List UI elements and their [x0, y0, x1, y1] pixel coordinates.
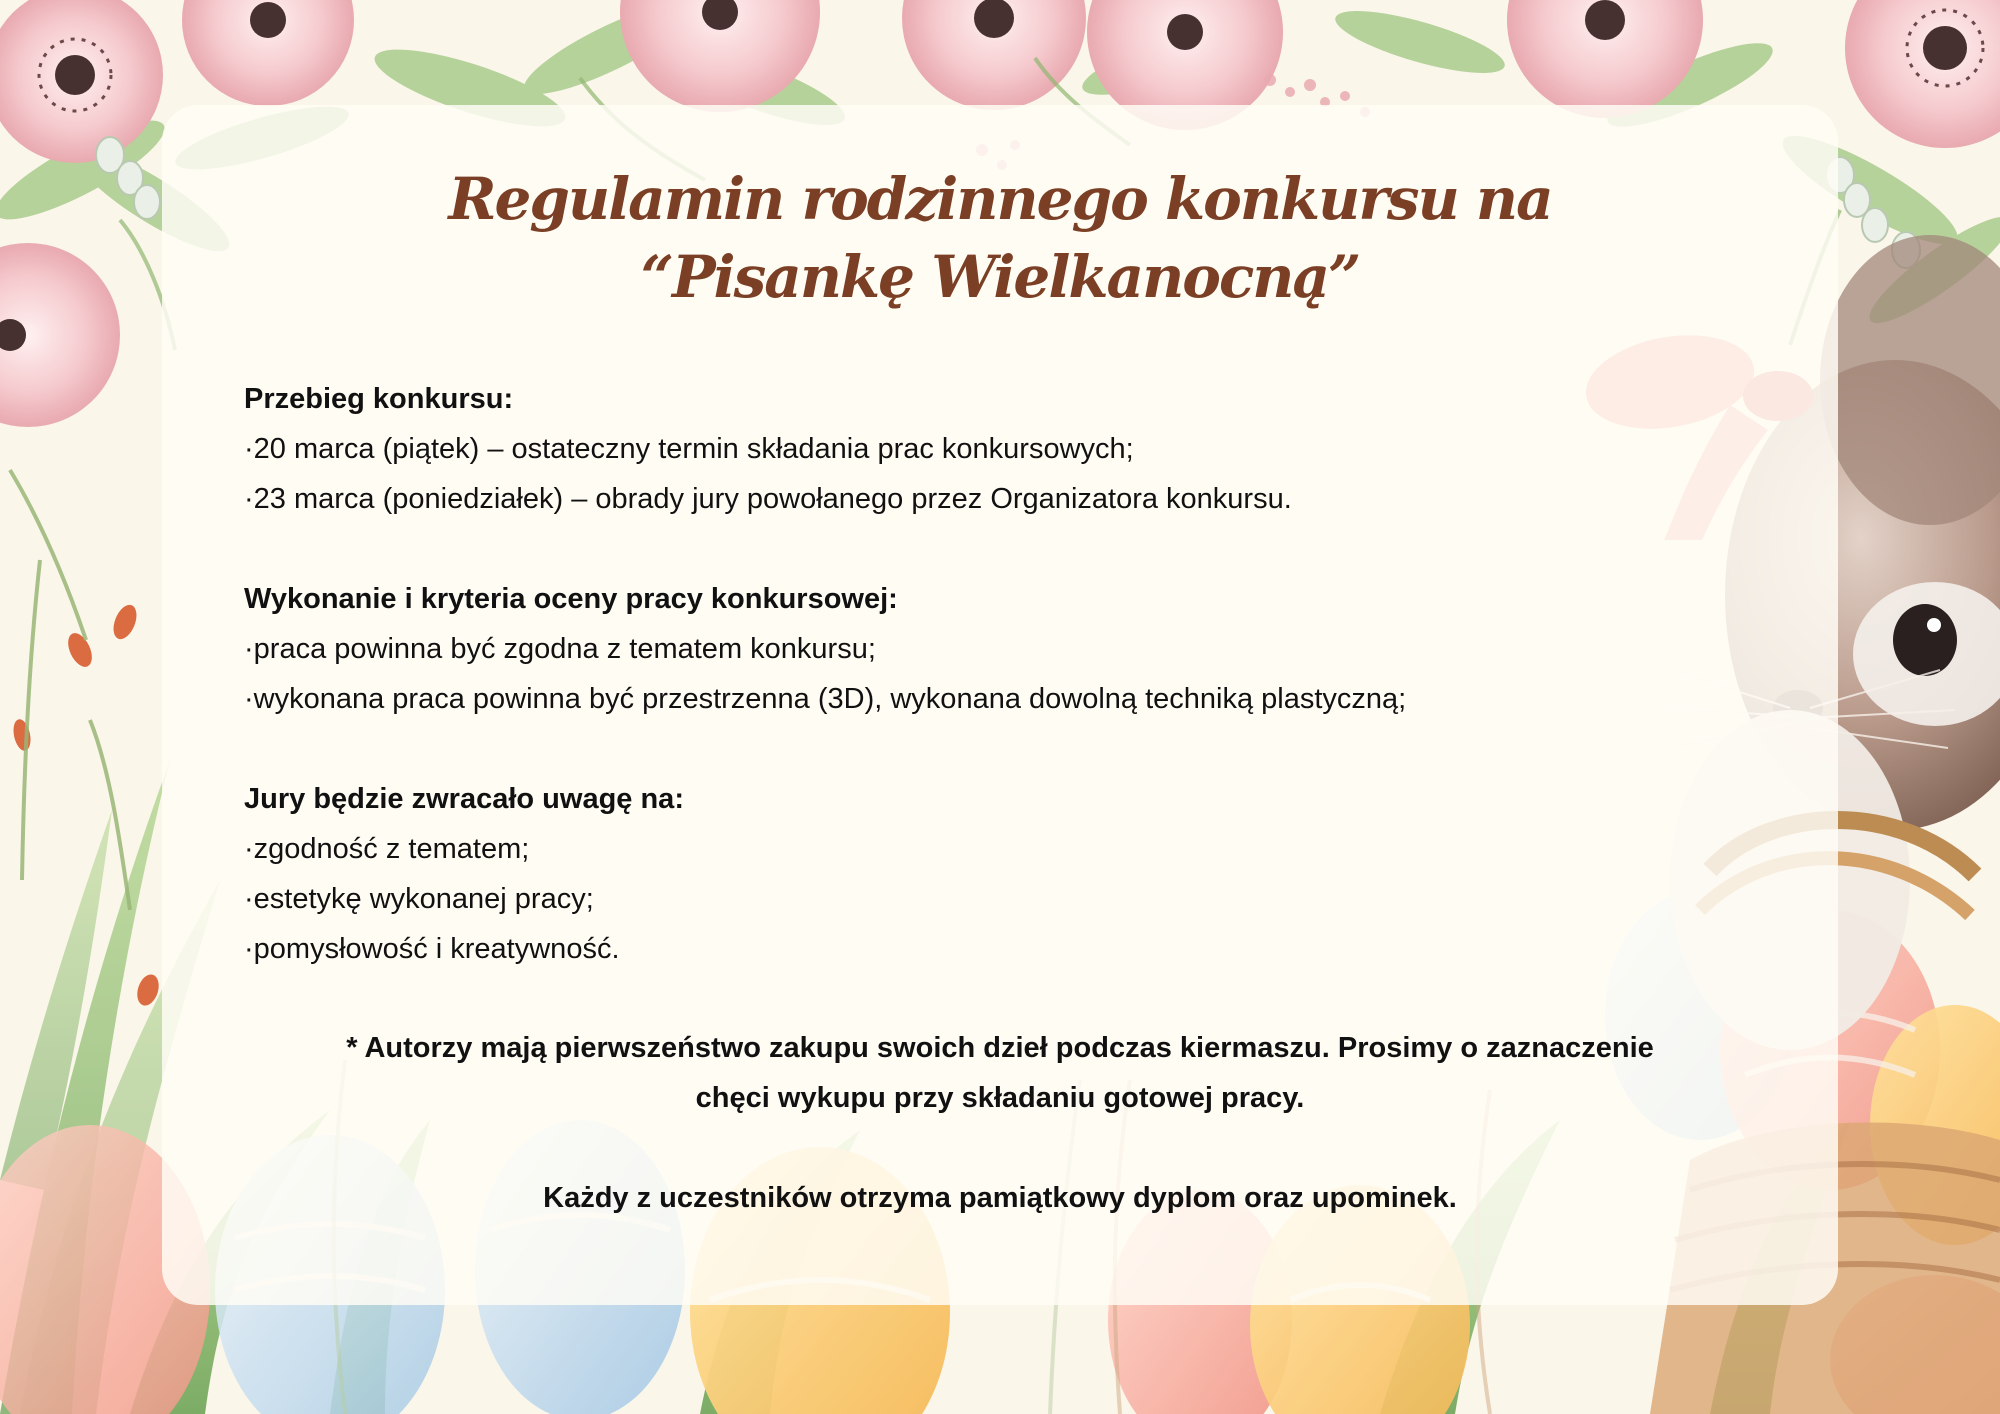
section-gap [244, 524, 1784, 574]
purchase-note-line-2: chęci wykupu przy składaniu gotowej pracy. [695, 1082, 1305, 1114]
criteria-item-2: ·wykonana praca powinna być przestrzenna (3D), wykonana dowolną techniką plastyczną; [244, 683, 1407, 715]
section-gap [244, 724, 1784, 774]
section-heading-jury: Jury będzie zwracało uwagę na: [244, 783, 684, 815]
title-line-2: “Pisankę Wielkanocną” [640, 243, 1360, 311]
process-item-2: ·23 marca (poniedziałek) – obrady jury powołanego przez Organizatora konkursu. [244, 483, 1292, 515]
jury-item-1: ·zgodność z tematem; [244, 833, 530, 865]
page-title [162, 160, 1838, 316]
process-item-1: ·20 marca (piątek) – ostateczny termin składania prac konkursowych; [244, 433, 1134, 465]
criteria-item-1: ·praca powinna być zgodna z tematem konkursu; [244, 633, 876, 665]
section-heading-criteria: Wykonanie i kryteria oceny pracy konkursowej: [244, 583, 898, 615]
section-heading-process: Przebieg konkursu: [244, 383, 514, 415]
purchase-note [220, 1023, 1780, 1123]
jury-item-2: ·estetykę wykonanej pracy; [244, 883, 594, 915]
jury-item-3: ·pomysłowość i kreatywność. [244, 933, 620, 965]
title-line-1: Regulamin rodzinnego konkursu na [448, 165, 1552, 233]
participant-gift-note: Każdy z uczestników otrzyma pamiątkowy dyplom oraz upominek. [543, 1182, 1457, 1214]
competition-rules [244, 374, 1784, 974]
purchase-note-line-1: * Autorzy mają pierwszeństwo zakupu swoich dzieł podczas kiermaszu. Prosimy o zaznaczenie [346, 1032, 1654, 1064]
